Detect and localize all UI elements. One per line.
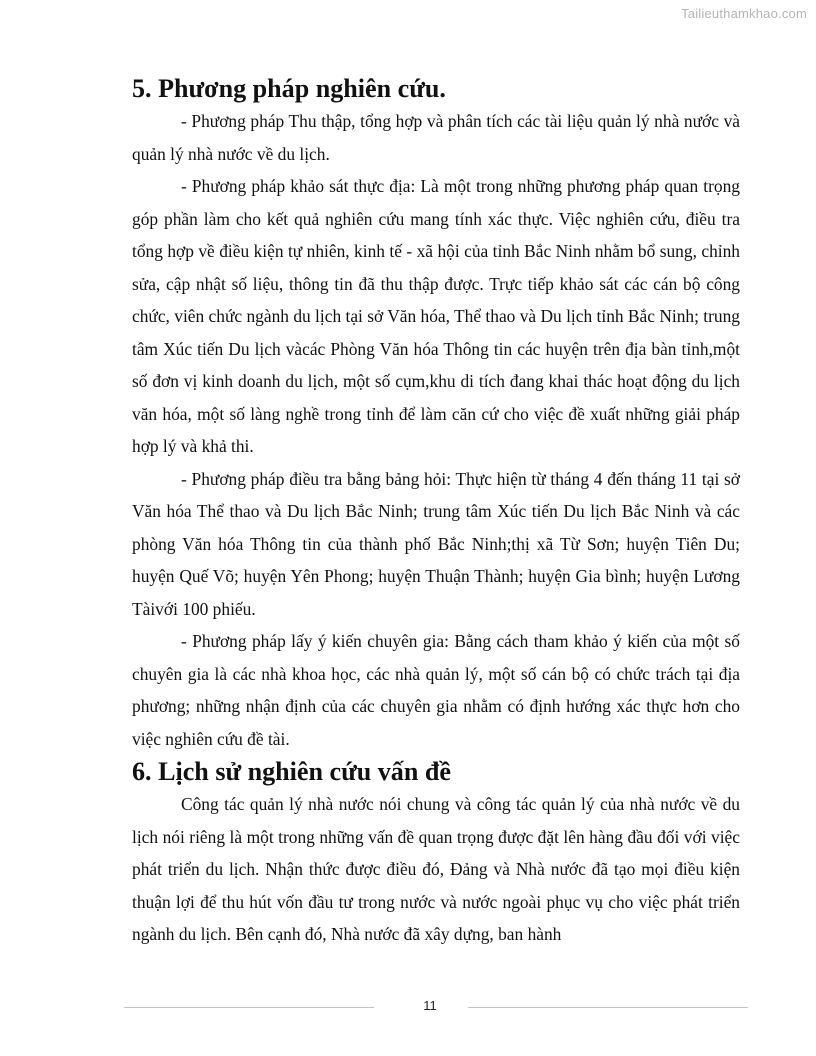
document-body [132, 72, 740, 951]
paragraph: Công tác quản lý nhà nước nói chung và công tác quản lý của nhà nước về du lịch nói riêng là một trong những vấn đề quan trọng được đặt lên hàng đầu đối với việc phát triển du lịch. Nhận thức được điều đó, Đảng và Nhà nước đã tạo mọi điều kiện thuận lợi để thu hút vốn đầu tư trong nước và nước ngoài phục vụ cho việc phát triển ngành du lịch. Bên cạnh đó, Nhà nước đã xây dựng, ban hành [132, 794, 740, 944]
page-footer [124, 998, 748, 1018]
paragraph: - Phương pháp Thu thập, tổng hợp và phân tích các tài liệu quản lý nhà nước và quản lý nhà nước về du lịch. [132, 111, 740, 164]
section-5-heading: 5. Phương pháp nghiên cứu. [132, 74, 446, 103]
footer-rule-left [124, 1007, 374, 1008]
footer-rule-right [468, 1007, 748, 1008]
paragraph: - Phương pháp khảo sát thực địa: Là một trong những phương pháp quan trọng góp phần làm cho kết quả nghiên cứu mang tính xác thực. Việc nghiên cứu, điều tra tổng hợp về điều kiện tự nhiên, kinh tế - xã hội của tỉnh Bắc Ninh nhằm bổ sung, chỉnh sửa, cập nhật số liệu, thông tin đã thu thập được. Trực tiếp khảo sát các cán bộ công chức, viên chức ngành du lịch tại sở Văn hóa, Thể thao và Du lịch tỉnh Bắc Ninh; trung tâm Xúc tiến Du lịch vàcác Phòng Văn hóa Thông tin các huyện trên địa bàn tỉnh,một số đơn vị kinh doanh du lịch, một số cụm,khu di tích đang khai thác hoạt động du lịch văn hóa, một số làng nghề trong tỉnh để làm căn cứ cho việc đề xuất những giải pháp hợp lý và khả thi. [132, 176, 740, 456]
section-6-heading: 6. Lịch sử nghiên cứu vấn đề [132, 757, 451, 786]
paragraph: - Phương pháp lấy ý kiến chuyên gia: Bằng cách tham khảo ý kiến của một số chuyên gia là các nhà khoa học, các nhà quản lý, một số cán bộ có chức trách tại địa phương; những nhận định của các chuyên gia nhằm có định hướng xác thực hơn cho việc nghiên cứu đề tài. [132, 631, 740, 749]
paragraph: - Phương pháp điều tra bằng bảng hỏi: Thực hiện từ tháng 4 đến tháng 11 tại sở Văn hóa Thể thao và Du lịch Bắc Ninh; trung tâm Xúc tiến Du lịch Bắc Ninh và các phòng Văn hóa Thông tin của thành phố Bắc Ninh;thị xã Từ Sơn; huyện Tiên Du; huyện Quế Võ; huyện Yên Phong; huyện Thuận Thành; huyện Gia bình; huyện Lương Tàivới 100 phiếu. [132, 468, 740, 619]
page-number: 11 [423, 998, 437, 1013]
watermark: Tailieuthamkhao.com [681, 6, 807, 21]
